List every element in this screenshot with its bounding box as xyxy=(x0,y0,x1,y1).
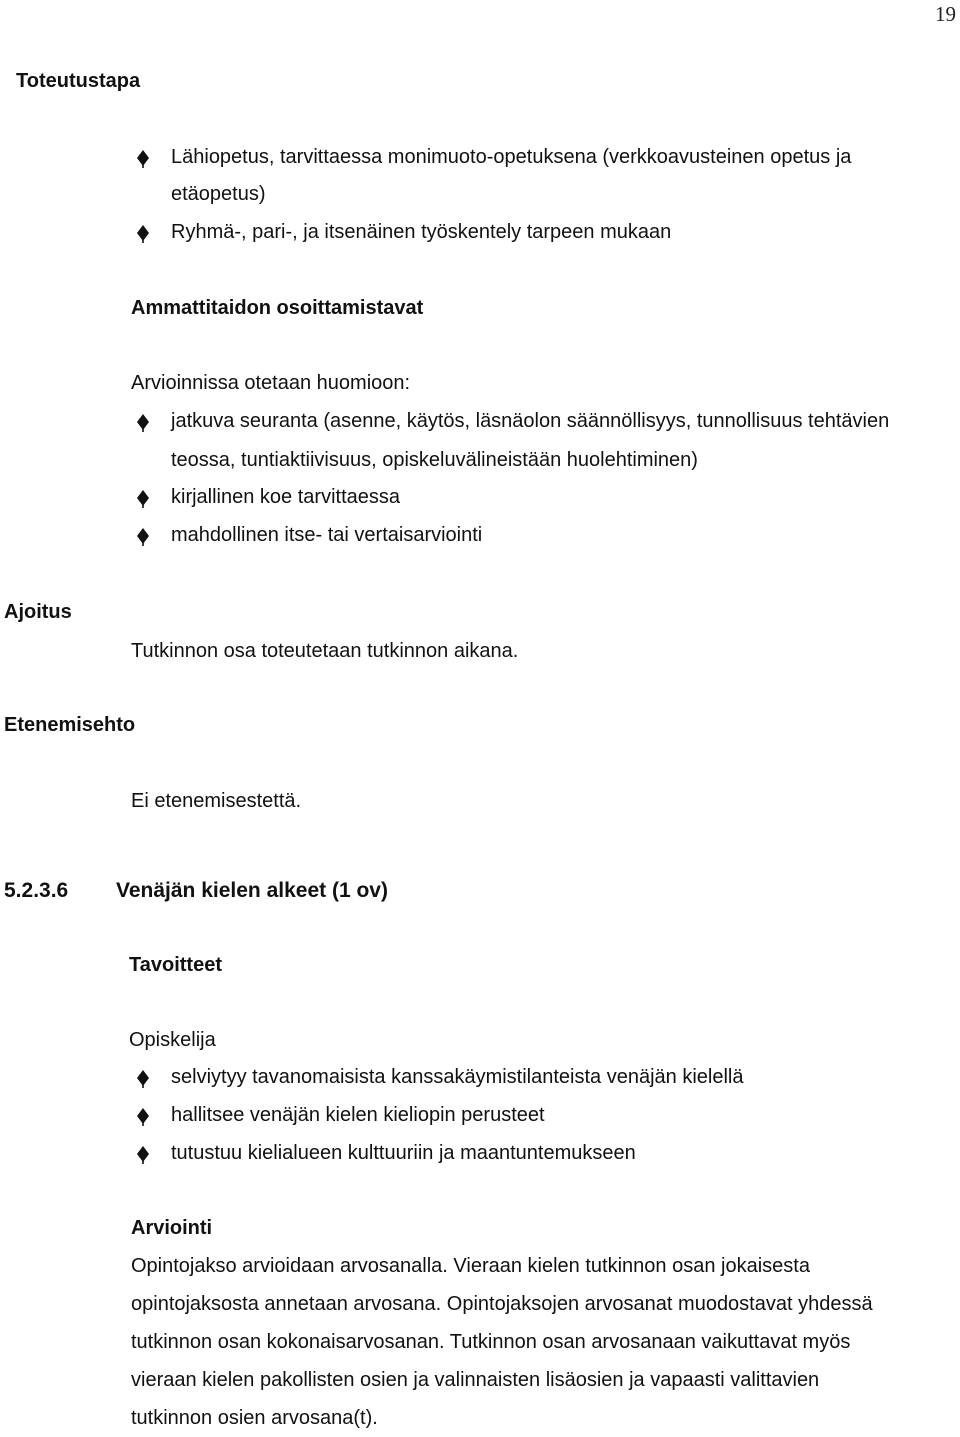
list-item-continuation: teossa, tuntiaktiivisuus, opiskeluvälineistään huolehtiminen) xyxy=(171,449,698,471)
bullet-diamond-icon xyxy=(136,527,150,547)
list-item: Ryhmä-, pari-, ja itsenäinen työskentely tarpeen mukaan xyxy=(171,221,672,243)
toteutustapa-heading: Toteutustapa xyxy=(16,70,141,92)
list-item: tutustuu kielialueen kulttuuriin ja maantuntemukseen xyxy=(171,1142,636,1164)
bullet-diamond-icon xyxy=(136,224,150,244)
tavoitteet-heading: Tavoitteet xyxy=(129,954,222,976)
bullet-diamond-icon xyxy=(136,1069,150,1089)
etenemisehto-heading: Etenemisehto xyxy=(4,714,136,736)
section-title: Venäjän kielen alkeet (1 ov) xyxy=(116,879,388,902)
arviointi-heading: Arviointi xyxy=(131,1217,213,1239)
tavoitteet-intro: Opiskelija xyxy=(129,1029,216,1051)
arviointi-line: tutkinnon osan kokonaisarvosanan. Tutkinnon osan arvosanaan vaikuttavat myös xyxy=(131,1331,851,1353)
arviointi-line: opintojaksosta annetaan arvosana. Opintojaksojen arvosanat muodostavat yhdessä xyxy=(131,1293,873,1315)
list-item: kirjallinen koe tarvittaessa xyxy=(171,486,400,508)
arviointi-line: Opintojakso arvioidaan arvosanalla. Vieraan kielen tutkinnon osan jokaisesta xyxy=(131,1255,810,1277)
list-item: hallitsee venäjän kielen kieliopin perusteet xyxy=(171,1104,545,1126)
list-item-continuation: etäopetus) xyxy=(171,183,266,205)
list-item: Lähiopetus, tarvittaessa monimuoto-opetuksena (verkkoavusteinen opetus ja xyxy=(171,146,852,168)
arviointi-line: tutkinnon osien arvosana(t). xyxy=(131,1407,378,1429)
arviointi-line: vieraan kielen pakollisten osien ja valinnaisten lisäosien ja vapaasti valittavien xyxy=(131,1369,820,1391)
bullet-diamond-icon xyxy=(136,1107,150,1127)
bullet-diamond-icon xyxy=(136,149,150,169)
list-item: mahdollinen itse- tai vertaisarviointi xyxy=(171,524,483,546)
list-item: jatkuva seuranta (asenne, käytös, läsnäolon säännöllisyys, tunnollisuus tehtävien xyxy=(171,410,890,432)
ajoitus-heading: Ajoitus xyxy=(4,601,72,623)
bullet-diamond-icon xyxy=(136,413,150,433)
ammattitaito-intro: Arvioinnissa otetaan huomioon: xyxy=(131,372,411,394)
page-number: 19 xyxy=(935,2,956,26)
bullet-diamond-icon xyxy=(136,1145,150,1165)
ajoitus-text: Tutkinnon osa toteutetaan tutkinnon aikana. xyxy=(131,640,519,662)
section-number: 5.2.3.6 xyxy=(4,879,69,902)
etenemisehto-text: Ei etenemisestettä. xyxy=(131,790,302,812)
list-item: selviytyy tavanomaisista kanssakäymistilanteista venäjän kielellä xyxy=(171,1066,744,1088)
bullet-diamond-icon xyxy=(136,489,150,509)
ammattitaito-heading: Ammattitaidon osoittamistavat xyxy=(131,297,424,319)
